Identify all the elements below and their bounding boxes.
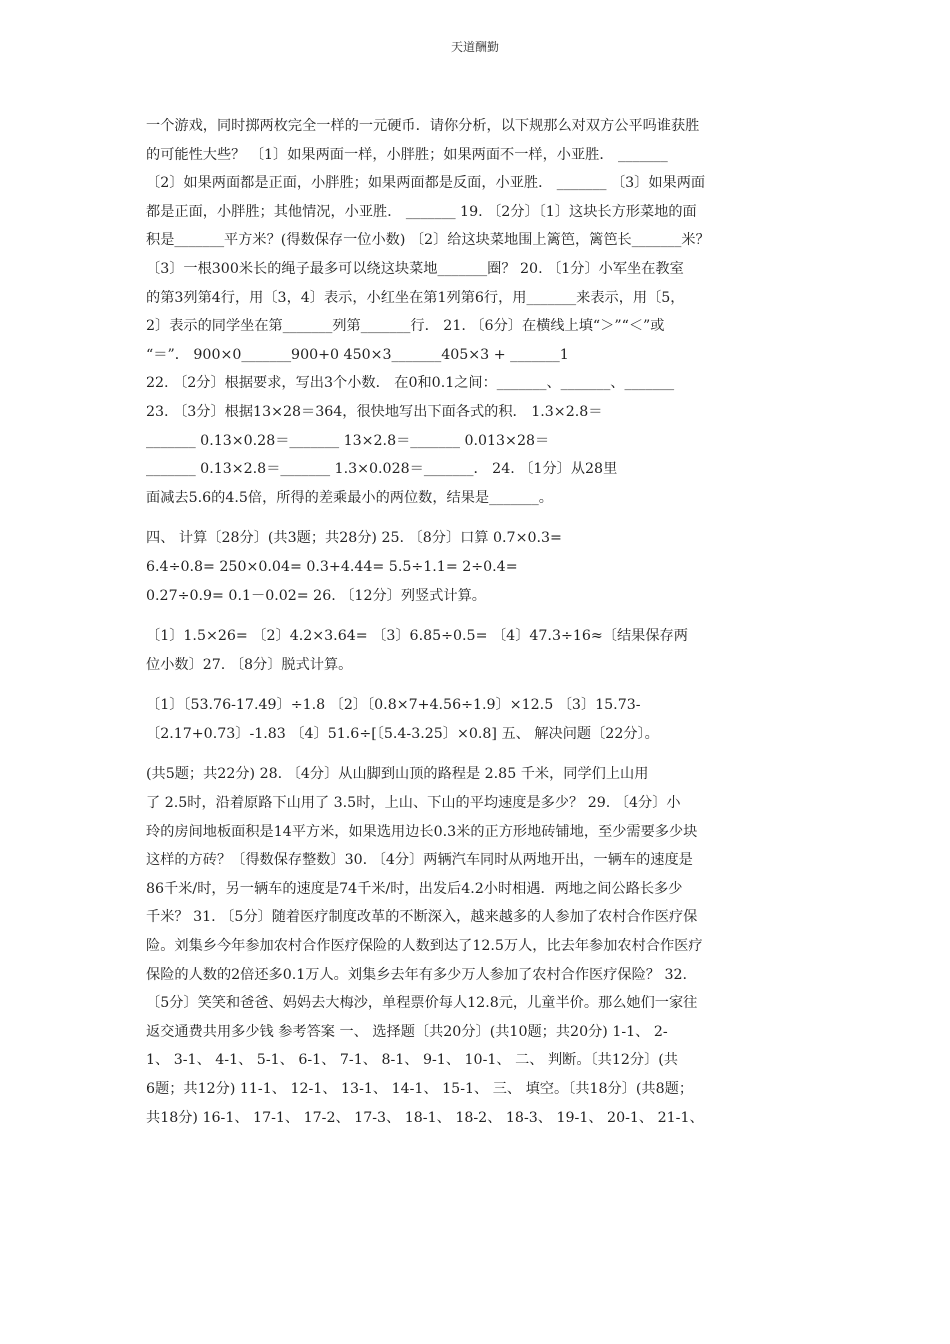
text-line: 1、 3-1、 4-1、 5-1、 6-1、 7-1、 8-1、 9-1、 10-1、 二、 判断。〔共12分〕(共 — [146, 1052, 678, 1069]
text-line: 〔3〕一根300米长的绳子最多可以绕这块菜地_______圈？ 20. 〔1分〕小军坐在教室 — [146, 260, 684, 277]
text-line: “＝”． 900×0_______900+0 450×3_______405×3 + _______1 — [146, 346, 569, 363]
text-line: 保险的人数的2倍还多0.1万人。刘集乡去年有多少万人参加了农村合作医疗保险？ 32. — [146, 966, 688, 983]
document-body — [146, 112, 806, 1132]
text-line: 2〕表示的同学坐在第_______列第_______行． 21. 〔6分〕在横线上填“＞”“＜”或 — [146, 318, 665, 335]
text-line: _______ 0.13×2.8＝_______ 1.3×0.028＝_______． 24. 〔1分〕从28里 — [146, 461, 618, 478]
text-line: 23. 〔3分〕根据13×28＝364，很快地写出下面各式的积． 1.3×2.8＝ — [146, 403, 603, 420]
text-line: 面减去5.6的4.5倍，所得的差乘最小的两位数，结果是_______。 — [146, 489, 553, 506]
text-block-step-calc — [146, 691, 806, 748]
text-line: 四、 计算〔28分〕(共3题；共28分) 25. 〔8分〕口算 0.7×0.3= — [146, 530, 562, 547]
text-line: 千米？ 31. 〔5分〕随着医疗制度改革的不断深入，越来越多的人参加了农村合作医疗保 — [146, 909, 698, 926]
text-line: 〔2〕如果两面都是正面，小胖胜；如果两面都是反面，小亚胜． _______ 〔3〕如果两面 — [146, 175, 706, 192]
text-line: 都是正面，小胖胜；其他情况，小亚胜． _______ 19. 〔2分〕〔1〕这块长方形菜地的面 — [146, 203, 697, 220]
text-block-word-problems — [146, 760, 806, 1132]
text-block-calculation — [146, 524, 806, 610]
text-line: _______ 0.13×0.28＝_______ 13×2.8＝_______ 0.013×28＝ — [146, 432, 550, 449]
text-line: 22. 〔2分〕根据要求，写出3个小数． 在0和0.1之间：_______、_______、_______ — [146, 375, 675, 392]
text-block-vertical-calc — [146, 622, 806, 679]
text-block-fill-in — [146, 112, 806, 512]
text-line: 险。刘集乡今年参加农村合作医疗保险的人数到达了12.5万人，比去年参加农村合作医疗 — [146, 938, 703, 955]
text-line: 位小数〕27. 〔8分〕脱式计算。 — [146, 656, 353, 673]
text-line: 86千米/时，另一辆车的速度是74千米/时，出发后4.2小时相遇．两地之间公路长多少 — [146, 880, 683, 897]
text-line: 的可能性大些？ 〔1〕如果两面一样，小胖胜；如果两面不一样，小亚胜． _______ — [146, 146, 668, 163]
text-line: 6题；共12分) 11-1、 12-1、 13-1、 14-1、 15-1、 三、 填空。〔共18分〕(共8题； — [146, 1081, 694, 1097]
text-line: 的第3列第4行，用〔3，4〕表示，小红坐在第1列第6行，用_______来表示，用〔5， — [146, 289, 685, 306]
text-line: 玲的房间地板面积是14平方米，如果选用边长0.3米的正方形地砖铺地，至少需要多少块 — [146, 823, 698, 840]
text-line: 了 2.5时，沿着原路下山用了 3.5时，上山、下山的平均速度是多少？ 29. 〔4分〕小 — [146, 795, 681, 812]
text-line: 积是_______平方米？(得数保存一位小数) 〔2〕给这块菜地围上篱笆，篱笆长_______米？ — [146, 232, 710, 249]
page-header: 天道酬勤 — [450, 40, 499, 54]
text-line: 〔5分〕笑笑和爸爸、妈妈去大梅沙，单程票价每人12.8元，儿童半价。那么她们一家往 — [146, 995, 698, 1012]
text-line: 共18分) 16-1、 17-1、 17-2、 17-3、 18-1、 18-2、 18-3、 19-1、 20-1、 21-1、 — [146, 1109, 704, 1126]
text-line: 6.4÷0.8= 250×0.04= 0.3+4.44= 5.5÷1.1= 2÷0.4= — [146, 558, 518, 575]
text-line: 〔1〕1.5×26= 〔2〕4.2×3.64= 〔3〕6.85÷0.5= 〔4〕47.3÷16≈〔结果保存两 — [146, 628, 688, 645]
text-line: 一个游戏，同时掷两枚完全一样的一元硬币．请你分析，以下规那么对双方公平吗谁获胜 — [146, 118, 700, 134]
text-line: 〔1〕〔53.76-17.49〕÷1.8 〔2〕〔0.8×7+4.56÷1.9〕×12.5 〔3〕15.73- — [146, 697, 641, 714]
text-line: 这样的方砖？〔得数保存整数〕30. 〔4分〕两辆汽车同时从两地开出，一辆车的速度是 — [146, 852, 693, 869]
text-line: (共5题；共22分) 28. 〔4分〕从山脚到山顶的路程是 2.85 千米，同学们上山用 — [146, 766, 649, 783]
text-line: 0.27÷0.9= 0.1－0.02= 26. 〔12分〕列竖式计算。 — [146, 587, 486, 604]
text-line: 返交通费共用多少钱 参考答案 一、 选择题〔共20分〕(共10题；共20分) 1-1、 2- — [146, 1023, 668, 1040]
text-line: 〔2.17+0.73〕-1.83 〔4〕51.6÷[〔5.4-3.25〕×0.8] 五、 解决问题〔22分〕。 — [146, 725, 659, 742]
